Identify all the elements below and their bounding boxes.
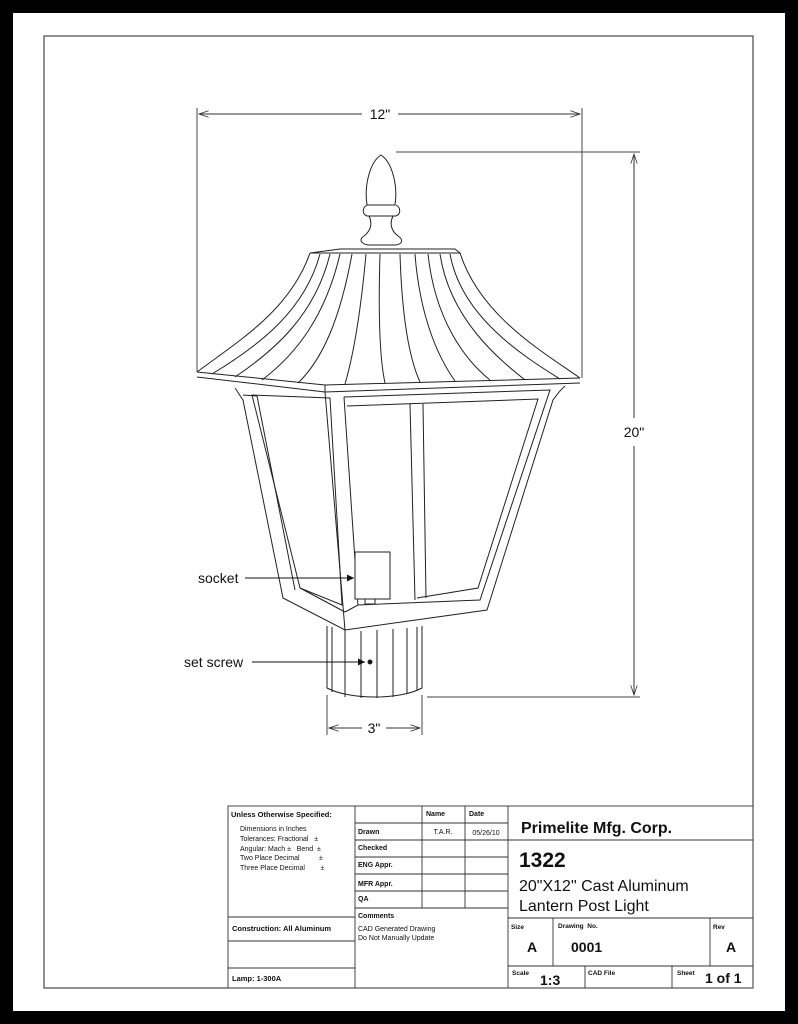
size-label: Size [511, 924, 525, 931]
spec-line: Three Place Decimal ± [240, 865, 325, 872]
lantern-drawing [197, 155, 580, 698]
row-label: MFR Appr. [358, 881, 393, 888]
col-name: Name [426, 811, 446, 818]
callout-set-screw [184, 654, 365, 670]
title-line-1: 20"X12" Cast Aluminum [519, 878, 689, 895]
height-label: 20" [623, 424, 645, 440]
drawing-no: 0001 [571, 939, 603, 955]
dimension-width [197, 106, 582, 378]
spec-line: Angular: Mach ± Bend ± [240, 846, 321, 853]
drawn-name: T.A.R. [433, 829, 453, 836]
spec-line: Two Place Decimal ± [240, 855, 323, 862]
drawing-frame [44, 36, 753, 988]
dimension-height [396, 152, 644, 697]
construction: Construction: All Aluminum [232, 924, 332, 933]
dimension-post [327, 695, 422, 736]
glass-frame [235, 386, 565, 630]
sheet-label: Sheet [677, 970, 695, 977]
spec-line: Dimensions in Inches [240, 826, 307, 833]
row-label: Drawn [358, 829, 380, 836]
rev-label: Rev [713, 924, 725, 931]
scale-value: 1:3 [540, 972, 561, 988]
spec-line: Tolerances: Fractional ± [240, 836, 319, 843]
title-line-2: Lantern Post Light [519, 898, 649, 915]
post-label: 3" [367, 720, 381, 736]
set-screw-label: set screw [184, 654, 244, 670]
sheet-value: 1 of 1 [705, 970, 742, 986]
cad-file-label: CAD File [588, 970, 616, 977]
callout-socket [198, 570, 354, 586]
comment-line: CAD Generated Drawing [358, 926, 436, 933]
scale-label: Scale [512, 970, 529, 977]
socket [355, 552, 390, 604]
row-label: QA [358, 896, 369, 903]
drawing-no-label: Drawing No. [558, 923, 598, 930]
company-name: Primelite Mfg. Corp. [521, 820, 673, 837]
title-block [228, 806, 753, 988]
rev-value: A [725, 939, 737, 955]
row-label: Checked [358, 845, 388, 852]
width-label: 12" [369, 106, 391, 122]
roof [197, 249, 580, 392]
part-number: 1322 [519, 849, 566, 872]
size-value: A [526, 939, 538, 955]
comments-label: Comments [358, 913, 395, 920]
specs-heading: Unless Otherwise Specified: [231, 810, 332, 819]
socket-label: socket [198, 570, 239, 586]
lamp: Lamp: 1-300A [232, 974, 282, 983]
drawn-date: 05/26/10 [472, 830, 500, 837]
row-label: ENG Appr. [358, 862, 393, 869]
finial [361, 155, 402, 245]
comment-line: Do Not Manually Update [358, 935, 435, 942]
col-date: Date [469, 811, 485, 818]
